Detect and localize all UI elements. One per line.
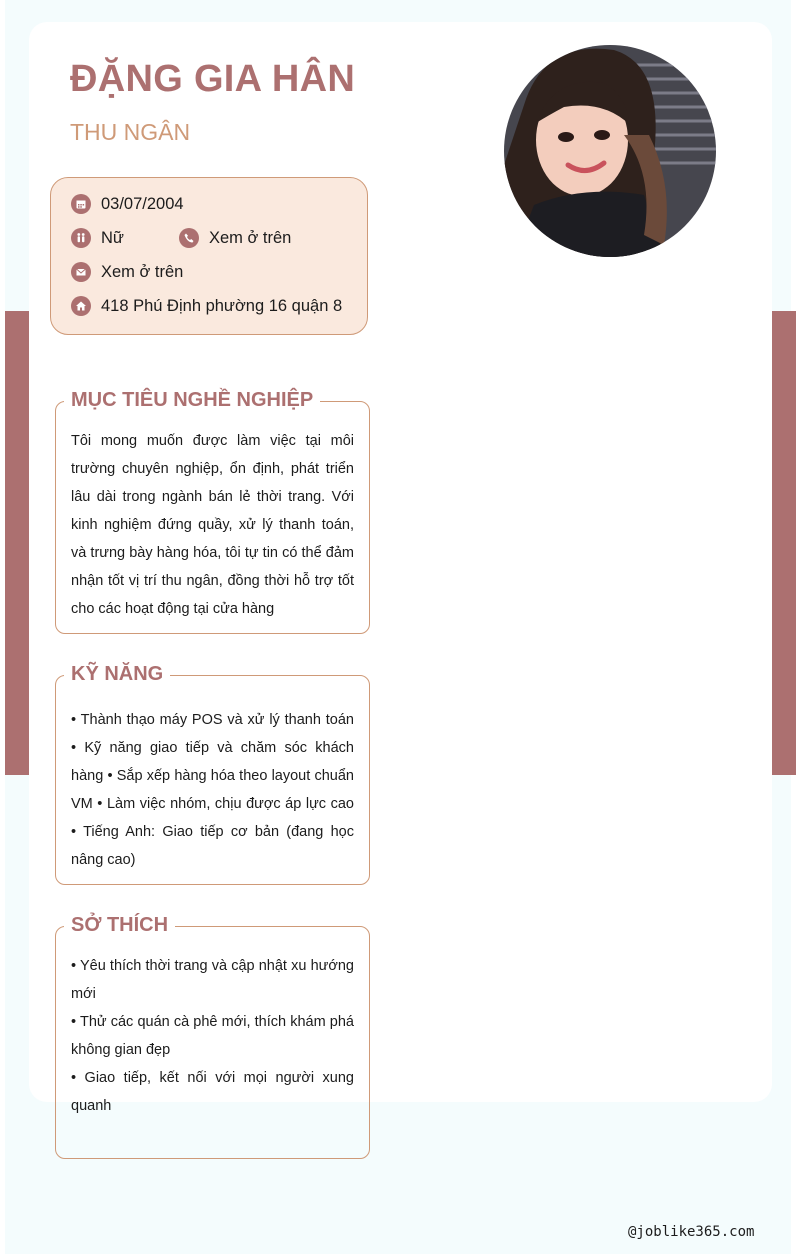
mail-icon: [71, 262, 91, 282]
hobby-item: • Giao tiếp, kết nối với mọi người xung quanh: [71, 1070, 354, 1114]
phone-value[interactable]: Xem ở trên: [209, 228, 292, 247]
watermark-text: @joblike365.com: [628, 1224, 755, 1240]
avatar: [504, 45, 716, 257]
candidate-name: ĐẶNG GIA HÂN: [70, 58, 356, 100]
job-title: THU NGÂN: [70, 119, 191, 145]
skills-section: [55, 663, 370, 885]
hobbies-section: [55, 914, 370, 1159]
left-accent-bar: [5, 311, 29, 775]
calendar-icon: [71, 194, 91, 214]
address-value: 418 Phú Định phường 16 quận 8: [101, 296, 343, 315]
right-accent-bar: [772, 311, 796, 775]
hobbies-title: SỞ THÍCH: [64, 911, 175, 939]
email-value[interactable]: Xem ở trên: [101, 262, 184, 281]
skills-title: KỸ NĂNG: [64, 660, 170, 688]
career-objective-section: [55, 389, 370, 634]
career-objective-text: Tôi mong muốn được làm việc tại môi trường chuyên nghiệp, ổn định, phát triển lâu dài trong ngành bán lẻ thời trang. Với kinh nghiệm đứng quầy, xử lý thanh toán, và trưng bày hàng hóa, tôi tự tin có thể đảm nhận tốt vị trí thu ngân, đồng thời hỗ trợ tốt cho các hoạt động tại cửa hàng: [71, 433, 354, 617]
skills-text: • Thành thạo máy POS và xử lý thanh toán • Kỹ năng giao tiếp và chăm sóc khách hàng • Sắp xếp hàng hóa theo layout chuẩn VM • Làm việc nhóm, chịu được áp lực cao • Tiếng Anh: Giao tiếp cơ bản (đang học nâng cao): [71, 712, 354, 868]
hobby-item: • Thử các quán cà phê mới, thích khám phá không gian đẹp: [71, 1014, 354, 1058]
gender-icon: [71, 228, 91, 248]
gender-row: [71, 228, 124, 248]
gender-value: Nữ: [101, 228, 124, 247]
hobbies-list: [71, 952, 354, 1120]
hobby-item: • Yêu thích thời trang và cập nhật xu hướng mới: [71, 958, 354, 1002]
personal-info-box: [50, 177, 368, 335]
address-row: [71, 296, 342, 316]
birthday-value: 03/07/2004: [101, 194, 184, 213]
home-icon: [71, 296, 91, 316]
birthday-row: [71, 194, 184, 214]
phone-row: [179, 228, 291, 248]
phone-icon: [179, 228, 199, 248]
email-row: [71, 262, 183, 282]
career-objective-title: MỤC TIÊU NGHỀ NGHIỆP: [64, 386, 320, 414]
